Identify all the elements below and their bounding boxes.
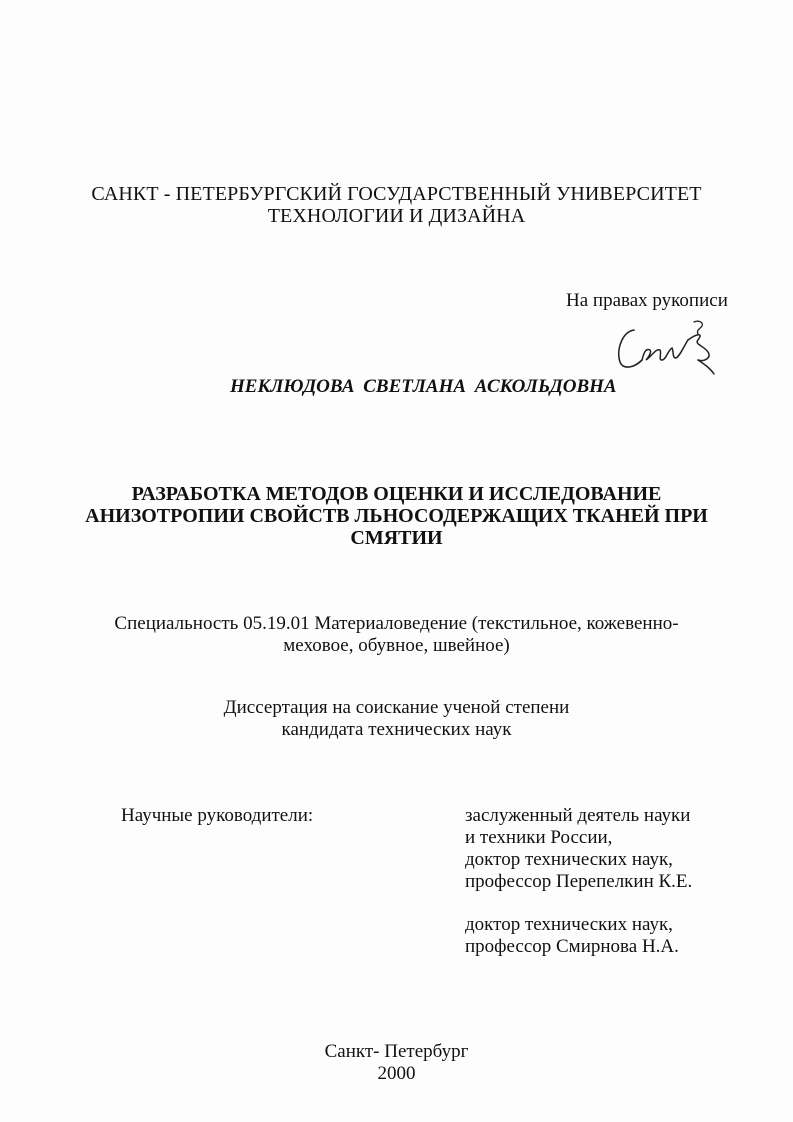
dissertation-degree-line-2: кандидата технических наук (281, 719, 512, 740)
supervisor-2-line-2: профессор Смирнова Н.А. (465, 936, 679, 957)
university-name-line-2: ТЕХНОЛОГИИ И ДИЗАЙНА (267, 205, 526, 227)
author-name: НЕКЛЮДОВА СВЕТЛАНА АСКОЛЬДОВНА (230, 376, 617, 397)
specialty-line-1: Специальность 05.19.01 Материаловедение (текстильное, кожевенно- (114, 613, 679, 634)
university-name-line-1: САНКТ - ПЕТЕРБУРГСКИЙ ГОСУДАРСТВЕННЫЙ УНИВЕРСИТЕТ (91, 183, 702, 205)
thesis-title-line-1: РАЗРАБОТКА МЕТОДОВ ОЦЕНКИ И ИССЛЕДОВАНИЕ (131, 483, 662, 505)
manuscript-rights-note: На правах рукописи (566, 290, 728, 311)
supervisor-1-line-2: и техники России, (465, 827, 613, 848)
publication-year: 2000 (377, 1063, 416, 1084)
dissertation-degree-line-1: Диссертация на соискание ученой степени (223, 697, 570, 718)
supervisor-1-line-1: заслуженный деятель науки (465, 805, 691, 826)
specialty-line-2: меховое, обувное, швейное) (283, 635, 510, 656)
supervisors-label: Научные руководители: (121, 805, 314, 826)
supervisor-1-line-4: профессор Перепелкин К.Е. (465, 871, 693, 892)
thesis-title-line-2: АНИЗОТРОПИИ СВОЙСТВ ЛЬНОСОДЕРЖАЩИХ ТКАНЕЙ ПРИ (85, 505, 708, 527)
supervisor-1-line-3: доктор технических наук, (465, 849, 673, 870)
supervisor-2-line-1: доктор технических наук, (465, 914, 673, 935)
thesis-title-line-3: СМЯТИИ (350, 527, 443, 549)
place-of-publication: Санкт- Петербург (324, 1041, 469, 1062)
handwritten-signature (612, 316, 722, 378)
